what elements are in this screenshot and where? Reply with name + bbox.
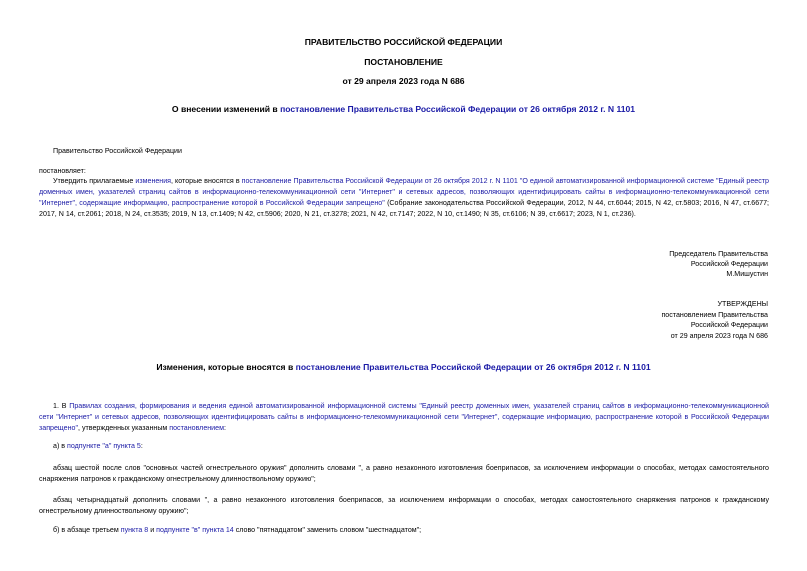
approved-line-4: от 29 апреля 2023 года N 686 <box>670 332 768 340</box>
decree-1101-link[interactable]: постановление Правительства Российской Федерации от 26 октября 2012 г. N 1101 "О единой автоматизированной информационной системе "Единый реестр доменных имен, указателей страниц сайтов в информационно-телекоммуникационной сети "Интернет" и сетевых адресов, позволяющих идентифицировать сайты в информационно-телекоммуникационной сети "Интернет", содержащие информацию, распространение которой в Российской Федерации запрещено" <box>39 177 769 207</box>
approved-heading: УТВЕРЖДЕНЫ <box>717 300 768 308</box>
doc-type: ПОСТАНОВЛЕНИЕ <box>364 57 443 67</box>
changes-title <box>0 362 807 372</box>
approved-line-3: Российской Федерации <box>690 321 768 329</box>
sub-b-text-2: и <box>148 526 157 534</box>
doc-title <box>0 104 807 114</box>
changes-title-prefix: Изменения, которые вносятся в <box>156 362 296 372</box>
approve-text-1: Утвердить прилагаемые <box>53 177 136 185</box>
org-title: ПРАВИТЕЛЬСТВО РОССИЙСКОЙ ФЕДЕРАЦИИ <box>304 37 503 47</box>
sub-b-text-3: слово "пятнадцатом" заменить словом "шестнадцатом"; <box>233 526 422 534</box>
changes-title-link[interactable]: постановление Правительства Российской Федерации от 26 октября 2012 г. N 1101 <box>295 362 651 372</box>
doc-title-link[interactable]: постановление Правительства Российской Федерации от 26 октября 2012 г. N 1101 <box>280 104 636 114</box>
item-1-text-1: 1. В <box>53 402 70 410</box>
rules-link[interactable]: Правилах создания, формирования и ведения единой автоматизированной информационной системы "Единый реестр доменных имен, указателей страниц сайтов в информационно-телекоммуникационной сети "Интернет" и сетевых адресов, позволяющих идентифицировать сайты в информационно-телекоммуникационной сети "Интернет", содержащие информацию, распространение которой в Российской Федерации запрещено" <box>39 402 769 432</box>
doc-date: от 29 апреля 2023 года N 686 <box>342 76 465 86</box>
item-1-text-2: , утвержденных указанным <box>78 423 170 432</box>
decree-word: постановляет: <box>39 167 86 175</box>
approved-line-2: постановлением Правительства <box>661 311 768 319</box>
point-8-link[interactable]: пункта 8 <box>120 526 149 534</box>
sub-a-paragraph <box>53 441 143 452</box>
item-1-paragraph <box>39 401 769 434</box>
issuer: Правительство Российской Федерации <box>53 147 182 155</box>
item-1-text-3: : <box>223 423 226 432</box>
signature-body: Российской Федерации <box>690 260 768 268</box>
signature-position: Председатель Правительства <box>669 250 768 258</box>
approve-text-2: , которые вносятся в <box>171 177 242 185</box>
para-six: абзац шестой после слов "основных частей огнестрельного оружия" дополнить словами ", а равно незаконного изготовления боеприпасов, за исключением информации о способах, методах самостоятельного снаряжения патронов к гражданскому огнестрельному длинноствольному оружию"; <box>39 464 769 483</box>
sub-b-paragraph <box>53 525 421 536</box>
para-fourteen: абзац четырнадцатый дополнить словами ", а равно незаконного изготовления боеприпасов, за исключением информации о способах, методах самостоятельного снаряжения патронов к гражданскому огнестрельному длинноствольному оружию"; <box>39 496 769 515</box>
approve-paragraph <box>39 176 769 220</box>
approve-text-3: (Собрание законодательства Российской Федерации, 2012, N 44, ст.6044; 2015, N 42, ст.5803; 2016, N 47, ст.6677; 2017, N 14, ст.2061; 2018, N 24, ст.3535; 2019, N 13, ст.1409; N 42, ст.5906; 2020, N 21, ст.3278; 2021, N 42, ст.7147; 2022, N 10, ст.1490; N 35, ст.6106; N 39, ст.6617; 2023, N 1, ст.236). <box>39 198 769 218</box>
sub-b-text-1: б) в абзаце третьем <box>53 526 121 534</box>
changes-link[interactable]: изменения <box>135 177 172 185</box>
sub-a-text-2: : <box>140 442 143 450</box>
subpoint-v-link[interactable]: подпункте "в" пункта 14 <box>156 526 234 534</box>
decree-link[interactable]: постановлением <box>169 423 224 432</box>
sub-a-text-1: а) в <box>53 442 68 450</box>
subpoint-a-link[interactable]: подпункте "а" пункта 5 <box>67 442 141 450</box>
doc-title-prefix: О внесении изменений в <box>171 104 281 114</box>
signature-name: М.Мишустин <box>726 270 768 278</box>
